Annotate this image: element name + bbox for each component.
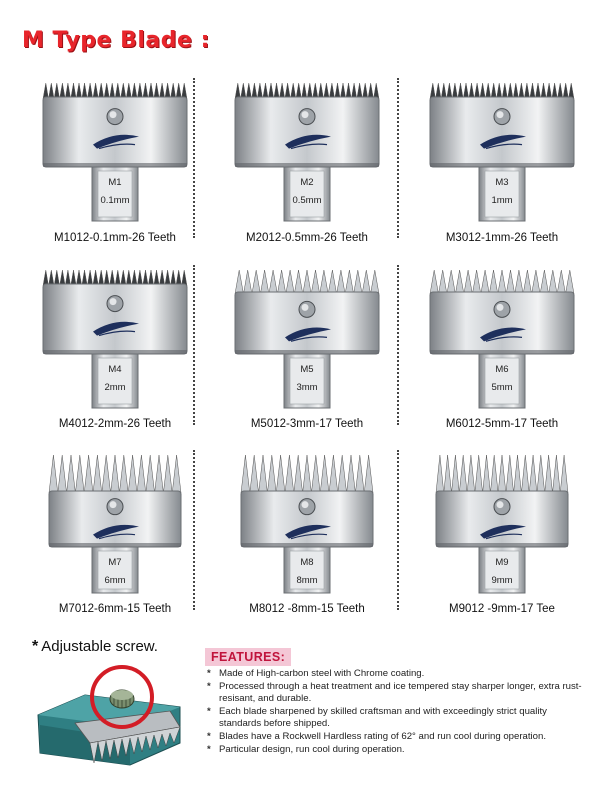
blade-size: 2mm (104, 382, 126, 393)
blade-item (227, 75, 387, 252)
blade-size: 0.1mm (100, 195, 130, 206)
blade-size: 6mm (104, 575, 126, 586)
blade-code: M5 (300, 364, 314, 375)
feature-item: * Made of High-carbon steel with Chrome coating. (207, 668, 587, 681)
blade-caption: M6012-5mm-17 Teeth (445, 418, 559, 430)
blade-item (35, 75, 195, 252)
blade-plate (43, 97, 187, 167)
blade-plate (235, 97, 379, 167)
blade-plate (43, 284, 187, 354)
blade-caption: M1012-0.1mm-26 Teeth (54, 232, 176, 244)
features-heading: FEATURES: (205, 648, 291, 666)
blade-item (422, 262, 582, 438)
page-title: M Type Blade : (22, 28, 210, 53)
feature-item: * Processed through a heat treatment and ice tempered stay sharper longer, extra rust-resisant, and durable. (207, 681, 587, 706)
blade-item (35, 447, 195, 623)
blade-caption: M4012-2mm-26 Teeth (58, 418, 172, 430)
blade-item (227, 262, 387, 438)
divider-col2-row3 (397, 450, 399, 610)
divider-col2-row1 (397, 78, 399, 238)
blade-item (35, 262, 195, 438)
blade-caption: M7012-6mm-15 Teeth (58, 603, 172, 615)
blade-teeth (235, 270, 379, 294)
blade-caption: M5012-3mm-17 Teeth (250, 418, 364, 430)
blade-size: 0.5mm (292, 195, 322, 206)
adjustable-screw-title (32, 638, 158, 656)
blade-item (422, 75, 582, 252)
blade-plate (430, 97, 574, 167)
blade-item (227, 447, 387, 623)
features-list (207, 668, 587, 756)
blade-size: 9mm (491, 575, 513, 586)
blade-caption: M3012-1mm-26 Teeth (445, 232, 559, 244)
blade-teeth (430, 270, 574, 294)
feature-item: * Each blade sharpened by skilled craftsman and with exceedingly strict quality standards before shipped. (207, 706, 587, 731)
blade-code: M4 (108, 364, 122, 375)
blade-code: M2 (300, 177, 314, 188)
blade-size: 8mm (296, 575, 318, 586)
blade-code: M3 (495, 177, 509, 188)
divider-col2-row2 (397, 265, 399, 425)
blade-caption: M8012 -8mm-15 Teeth (249, 603, 365, 615)
blade-teeth (49, 455, 181, 493)
blade-size: 1mm (491, 195, 513, 206)
blade-code: M6 (495, 364, 509, 375)
blade-caption: M2012-0.5mm-26 Teeth (246, 232, 368, 244)
clipper-illustration (30, 655, 195, 785)
asterisk: * (32, 638, 39, 655)
blade-code: M8 (300, 557, 314, 568)
blade-item (422, 447, 582, 623)
feature-item: * Particular design, run cool during operation. (207, 744, 587, 757)
blade-caption: M9012 -9mm-17 Tee (449, 603, 555, 615)
blade-teeth (241, 455, 373, 493)
blade-size: 3mm (296, 382, 318, 393)
blade-code: M9 (495, 557, 509, 568)
blade-size: 5mm (491, 382, 513, 393)
blade-code: M7 (108, 557, 122, 568)
blade-teeth (436, 455, 568, 493)
feature-item: * Blades have a Rockwell Hardless rating of 62° and run cool during operation. (207, 731, 587, 744)
adjustable-screw-label: Adjustable screw. (41, 638, 158, 655)
blade-code: M1 (108, 177, 122, 188)
